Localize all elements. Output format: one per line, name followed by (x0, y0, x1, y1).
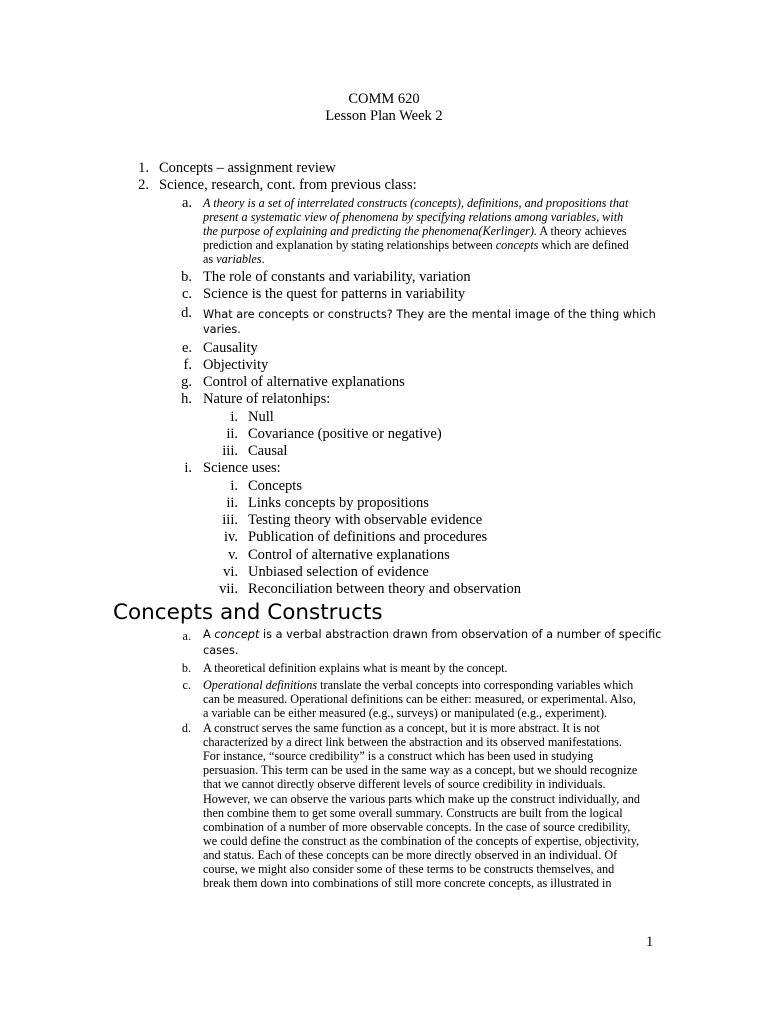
concept-definition-line (203, 627, 661, 643)
operational-definitions-term: Operational definitions (203, 678, 318, 692)
outline-subitem: Unbiased selection of evidence (248, 564, 429, 580)
text-run: is a verbal abstraction drawn from observation of a number of specific (259, 628, 662, 641)
list-marker: vi. (223, 564, 238, 580)
list-marker: g. (181, 374, 192, 390)
construct-paragraph-line: break them down into combinations of still more concrete concepts, as illustrated in (203, 876, 612, 890)
text-run: translate the verbal concepts into corresponding variables which (317, 678, 634, 692)
theory-definition-italic: the purpose of explaining and predicting the phenomena(Kerlinger). (203, 224, 537, 238)
construct-paragraph-line: combination of a number of more observable concepts. In the case of source credibility, (203, 820, 631, 834)
list-marker: c. (182, 678, 191, 692)
list-marker: b. (181, 269, 192, 285)
outline-item: Science is the quest for patterns in variability (203, 286, 466, 302)
outline-subitem: Causal (248, 443, 288, 459)
page-number: 1 (646, 934, 654, 950)
concepts-term: concepts (495, 238, 539, 252)
outline-item: Control of alternative explanations (203, 374, 405, 390)
list-marker: a. (181, 195, 192, 211)
list-marker: h. (181, 391, 192, 407)
list-marker: iii. (222, 443, 238, 459)
outline-subitem: Reconciliation between theory and observation (248, 581, 521, 597)
outline-item: varies. (203, 323, 241, 336)
list-marker: a. (182, 629, 191, 643)
list-marker: ii. (226, 426, 238, 442)
list-marker: ii. (226, 495, 238, 511)
list-marker: d. (181, 305, 192, 321)
text-run: prediction and explanation by stating relationships between (203, 238, 496, 252)
construct-paragraph-line: A construct serves the same function as a concept, but it is more abstract. It is not (203, 721, 600, 735)
construct-paragraph-line: then combine them to get some overall summary. Constructs are built from the logical (203, 806, 623, 820)
theory-definition-line (203, 224, 627, 238)
construct-paragraph-line: However, we can observe the various parts which make up the construct individually, and (203, 792, 640, 806)
section-heading: Concepts and Constructs (113, 600, 383, 625)
outline-item-concepts: Concepts – assignment review (159, 160, 336, 176)
list-marker: i. (230, 409, 238, 425)
list-marker: v. (228, 547, 238, 563)
construct-paragraph-line: and status. Each of these concepts can be more directly observed in an individual. Of (203, 848, 618, 862)
list-marker: iv. (224, 529, 238, 545)
document-title: Lesson Plan Week 2 (325, 108, 443, 124)
outline-item: Science uses: (203, 460, 281, 476)
outline-item: Causality (203, 340, 258, 356)
course-code: COMM 620 (348, 91, 420, 107)
outline-subitem: Links concepts by propositions (248, 495, 429, 511)
construct-paragraph-line: characterized by a direct link between the abstraction and its observed manifestations. (203, 735, 622, 749)
outline-subitem: Testing theory with observable evidence (248, 512, 483, 528)
operational-definitions-line (203, 678, 633, 692)
text-run: . (261, 252, 265, 266)
list-marker: f. (183, 357, 192, 373)
variables-term: variables (216, 252, 262, 266)
outline-item: Objectivity (203, 357, 269, 373)
text-run: which are defined (538, 238, 629, 252)
list-marker: i. (184, 460, 192, 476)
list-marker: d. (181, 721, 191, 735)
list-marker: vii. (219, 581, 238, 597)
list-marker: b. (181, 661, 191, 675)
list-marker: iii. (222, 512, 238, 528)
theory-definition-line: A theory is a set of interrelated constructs (concepts), definitions, and propositions that (203, 196, 629, 210)
text-run: as (203, 252, 217, 266)
list-marker: 2. (138, 177, 149, 193)
outline-item: What are concepts or constructs? They are the mental image of the thing which (203, 308, 656, 321)
construct-paragraph-line: course, we might also consider some of these terms to be constructs themselves, and (203, 862, 615, 876)
theory-definition-line (203, 238, 629, 252)
outline-subitem: Covariance (positive or negative) (248, 426, 442, 442)
concept-term: concept (214, 628, 260, 641)
construct-paragraph-line: persuasion. This term can be used in the same way as a concept, but we should recognize (203, 763, 638, 777)
outline-item: The role of constants and variability, variation (203, 269, 471, 285)
theory-definition-line: present a systematic view of phenomena by specifying relations among variables, with (203, 210, 624, 224)
construct-paragraph-line: For instance, “source credibility” is a construct which has been used in studying (203, 749, 594, 763)
operational-definitions-line: can be measured. Operational definitions can be either: measured, or experimental. Also, (203, 692, 636, 706)
outline-subitem: Publication of definitions and procedures (248, 529, 488, 545)
section-item: A theoretical definition explains what is meant by the concept. (203, 661, 508, 675)
text-run: A (203, 628, 215, 641)
theory-achieves-text: A theory achieves (536, 224, 627, 238)
outline-subitem: Control of alternative explanations (248, 547, 450, 563)
outline-subitem: Null (248, 409, 274, 425)
outline-item-science: Science, research, cont. from previous class: (159, 177, 417, 193)
outline-subitem: Concepts (248, 478, 302, 494)
list-marker: i. (230, 478, 238, 494)
outline-item: Nature of relatonhips: (203, 391, 331, 407)
construct-paragraph-line: we could define the construct as the combination of the concepts of expertise, objectivity, (203, 834, 640, 848)
list-marker: 1. (138, 160, 149, 176)
theory-definition-line (203, 252, 265, 266)
construct-paragraph-line: that we cannot directly observe different levels of source credibility in individuals. (203, 777, 606, 791)
operational-definitions-line: a variable can be either measured (e.g., surveys) or manipulated (e.g., experiment). (203, 706, 608, 720)
list-marker: c. (181, 286, 192, 302)
list-marker: e. (181, 340, 192, 356)
concept-definition-line: cases. (203, 644, 239, 657)
